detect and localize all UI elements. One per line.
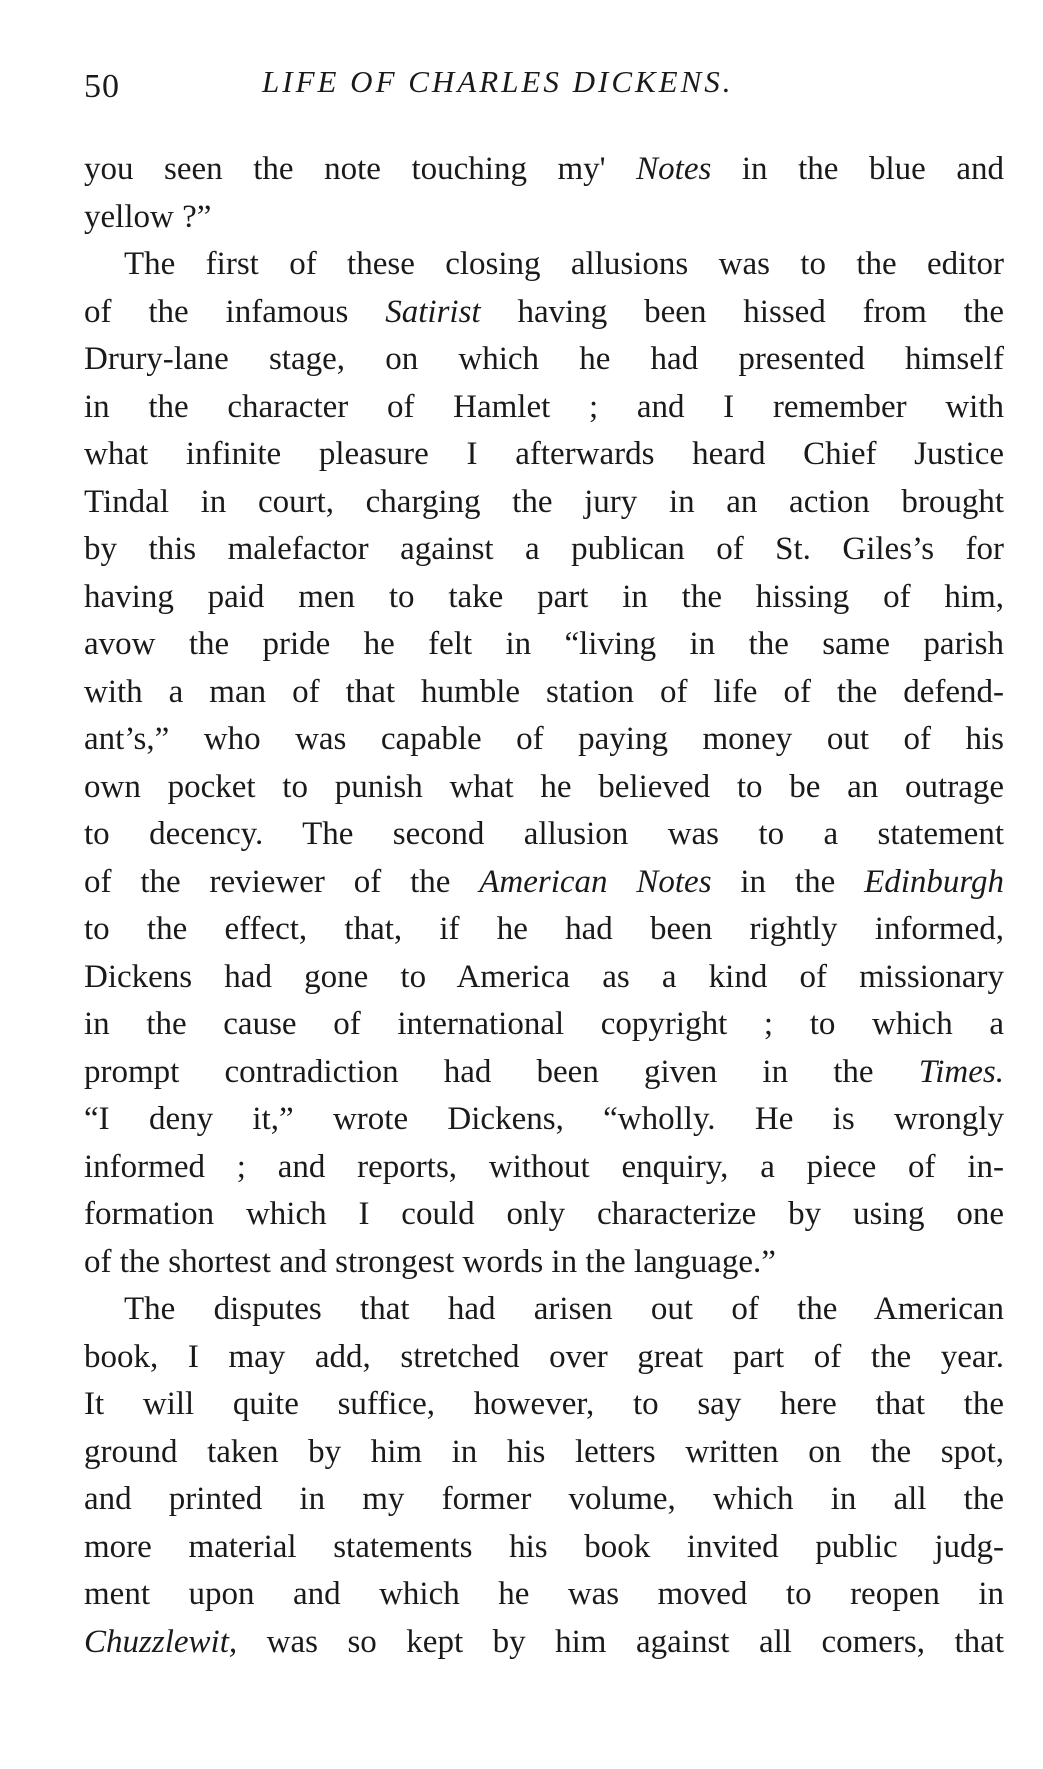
text-line: Tindal in court, charging the jury in an action brought — [84, 483, 1004, 520]
text-line: avow the pride he felt in “living in the same parish — [84, 626, 1004, 662]
text-line: what infinite pleasure I afterwards heard Chief Justice — [84, 436, 1004, 472]
text-line: to decency. The second allusion was to a statement — [84, 816, 1004, 852]
running-head: LIFE OF CHARLES DICKENS. — [262, 64, 734, 99]
page-number: 50 — [84, 68, 120, 105]
text-line: yellow ?” — [84, 198, 212, 235]
text-line: of the infamous Satirist having been hissed from the — [84, 293, 1004, 330]
text-line: “I deny it,” wrote Dickens, “wholly. He is wrongly — [84, 1101, 1004, 1137]
text-line: Drury-lane stage, on which he had presented himself — [84, 341, 1004, 377]
text-line: informed ; and reports, without enquiry, a piece of in- — [84, 1148, 1004, 1185]
text-line: of the reviewer of the American Notes in the Edinburgh — [84, 863, 1004, 900]
text-line: It will quite suffice, however, to say here that the — [84, 1386, 1004, 1422]
text-line: ground taken by him in his letters written on the spot, — [84, 1433, 1004, 1470]
text-line: Chuzzlewit, was so kept by him against all comers, that — [84, 1623, 1004, 1660]
text-line: of the shortest and strongest words in the language.” — [84, 1243, 776, 1280]
text-line: ment upon and which he was moved to reopen in — [84, 1576, 1004, 1612]
text-line: The first of these closing allusions was to the editor — [124, 246, 1004, 282]
text-line: Dickens had gone to America as a kind of missionary — [84, 958, 1004, 995]
text-line: book, I may add, stretched over great part of the year. — [84, 1338, 1004, 1375]
text-line: formation which I could only characterize by using one — [84, 1196, 1004, 1232]
text-line: to the effect, that, if he had been rightly informed, — [84, 911, 1004, 947]
text-line: having paid men to take part in the hissing of him, — [84, 578, 1004, 615]
text-line: ant’s,” who was capable of paying money out of his — [84, 721, 1004, 757]
page-header — [84, 64, 1004, 114]
text-line: more material statements his book invited public judg- — [84, 1528, 1004, 1565]
text-line: with a man of that humble station of life of the defend- — [84, 673, 1004, 710]
text-line: in the cause of international copyright ; to which a — [84, 1006, 1004, 1042]
body-text — [84, 146, 1004, 1666]
text-line: The disputes that had arisen out of the American — [124, 1291, 1004, 1327]
text-line: by this malefactor against a publican of St. Giles’s for — [84, 531, 1004, 567]
text-line: own pocket to punish what he believed to be an outrage — [84, 768, 1004, 805]
text-line: in the character of Hamlet ; and I remember with — [84, 388, 1004, 425]
text-line: you seen the note touching my' Notes in the blue and — [84, 151, 1004, 187]
text-line: and printed in my former volume, which in all the — [84, 1481, 1004, 1517]
text-line: prompt contradiction had been given in the Times. — [84, 1053, 1004, 1090]
